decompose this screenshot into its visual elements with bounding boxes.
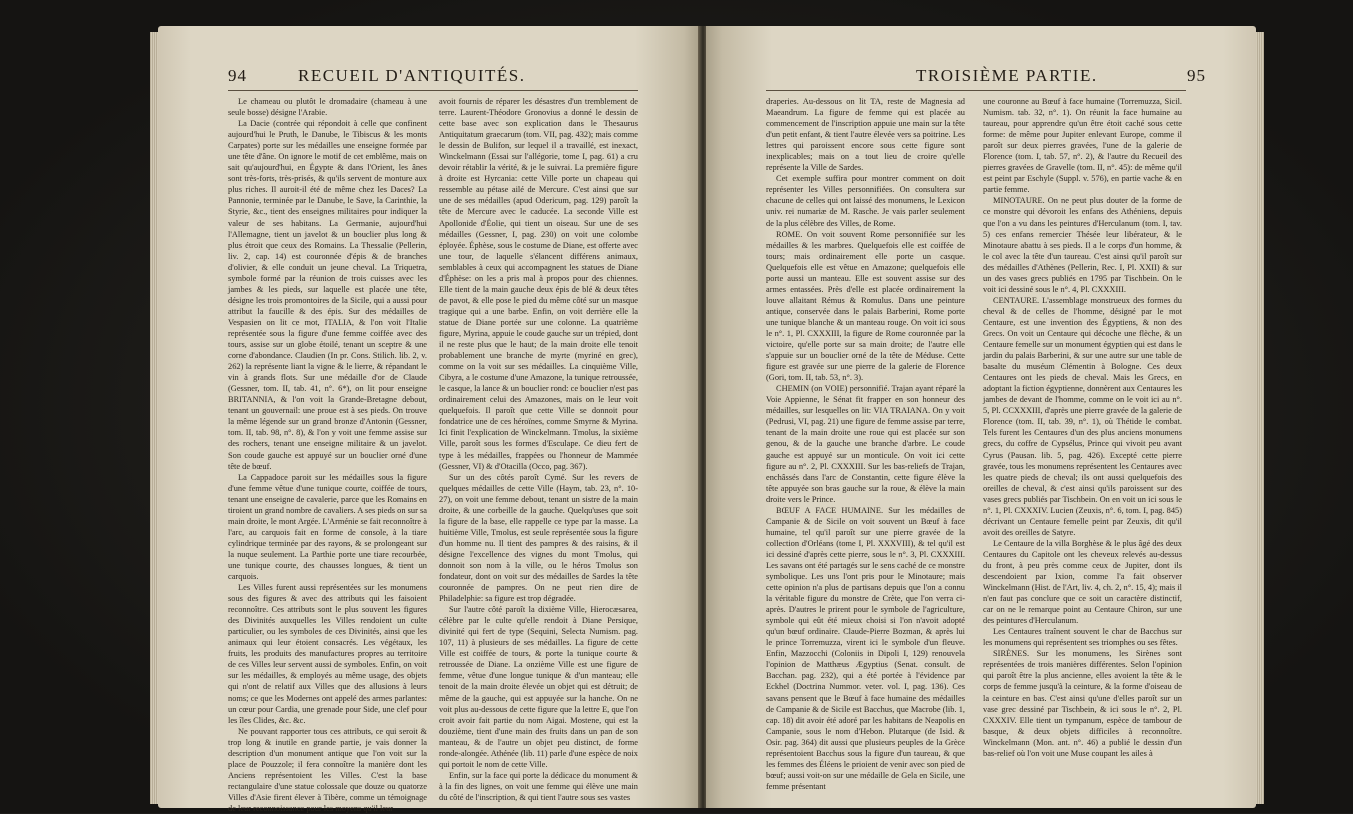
paragraph: Sur un des côtés paroît Cymé. Sur les revers de quelques médailles de cette Ville (Haym, tab. 23, n°. 10-27), on voit une femme debout, tenant un sistre de la main droite, & une corbeille de la gauche. Quelqu'uses que soit la figure de la base, elle rappelle ce type par la masse. La huitième Ville, Tmolus, est seule représentée sous la figure d'un homme nu. Il tient des pampres & des raisins, & il désigne l'excellence des vignes du mont Tmolus, qui donnoit son nom à la ville, ou le héros Tmolus son fondateur, dont on voit sur des médailles de Sardes la tête couronnée de pampres. On ne peut rien dire de Philadelphie: sa figure est trop dégradée. [439,472,638,604]
right-head-rule [766,90,1186,91]
paragraph: Ne pouvant rapporter tous ces attributs, ce qui seroit & trop long & inutile en grande partie, je vais donner la description d'un monument antique que l'on voit sur la place de Pouzzole; il fera connoître la manière dont les Anciens représentoient les Villes. C'est la base rectangulaire d'une statue colossale que douze ou quatorze Villes d'Asie firent élever à Tibère, comme un témoignage de leur reconnoissance pour les moyens qu'il leur [228,726,427,813]
right-column-1 [766,96,965,796]
left-page-number: 94 [228,66,247,85]
right-running-head [766,66,1206,90]
left-page [158,26,700,813]
paragraph: Le chameau ou plutôt le dromadaire (chameau à une seule bosse) désigne l'Arabie. [228,97,427,118]
right-column-2 [983,96,1182,796]
paragraph: MINOTAURE. On ne peut plus douter de la forme de ce monstre qui dévoroit les enfans des Athéniens, depuis que l'on a vu dans les peintures d'Herculanum (tom. I, tav. 5) ces enfans remercier Thésée leur libérateur, & le Minotaure abattu à ses pieds. Il a le corps d'un homme, & le col avec la tête d'un taureau. C'est ainsi qu'il paroît sur des médailles d'Athènes (Pellerin, Rec. I, Pl. XXII) & sur un des vases grecs publiés en 1795 par Tischbein. On le voit ici dessiné sous le n°. 4, Pl. CXXXIII. [983,196,1182,294]
paragraph: BŒUF A FACE HUMAINE. Sur les médailles de Campanie & de Sicile on voit souvent un Bœuf à face humaine, tel qu'il paroît sur une pierre gravée de la collection d'Orléans (tome I, Pl. XXXVIII), & tel qu'il est ici dessiné d'après cette pierre, sous le n°. 3, Pl. CXXXIII. Les savans ont été partagés sur le sens caché de ce monstre symbolique. Les uns l'ont pris pour le Minotaure; mais cette opinion n'a plus de partisans depuis que l'on a connu la véritable figure du monstre de Crète, que l'on verra ci-après. D'autres le prirent pour le symbole de l'agriculture, symbole qui eût été mieux choisi si l'on n'avoit adopté qu'un bœuf ordinaire. Claude-Pierre Bozman, & après lui le prince Torremuzza, virent ici le symbole d'un fleuve. Enfin, Mazzocchi (Coloniis in Dipoli I, 129) renouvela l'opinion de Matthæus Ægyptius (Senat. consult. de Bacchan. pag. 232), qui a été portée à l'évidence par Eckhel (Doctrina Nummor. veter. vol. I, pag. 136). Ces savans pensent que le Bœuf à face humaine des médailles de Campanie & de Sicile est Bacchus, que Macrobe (lib. 1, cap. 18) dit avoir été adoré par les habitans de Neapolis en Campanie, sous le nom d'Hebon. Plutarque (de Isid. & Osir. pag. 364) dit aussi que plusieurs peuples de la Grèce représentoient Bacchus sous la figure d'un taureau, & que les femmes des Éléens le prioient de venir avec son pied de bœuf; aussi voit-on sur une médaille de Gela en Sicile, une femme présentant [766,505,965,791]
paragraph: une couronne au Bœuf à face humaine (Torremuzza, Sicil. Numism. tab. 32, n°. 1). On réunit la face humaine au taureau, pour apprendre qu'un être étoit caché sous cette forme: de même pour Jupiter enlevant Europe, comme il paroît sur deux pierres gravées, l'une de la galerie de Florence (tom. I, tab. 57, n°. 2), & l'autre du Recueil des pierres gravées de Gravelle (tom. II, n°. 45): de même qu'il est peint par Eschyle (Suppl. v. 576), en partie vache & en partie femme. [983,97,1182,195]
paragraph: Les Centaures traînent souvent le char de Bacchus sur les monumens qui représentent ses triomphes ou ses fêtes. [983,627,1182,648]
paragraph: Cet exemple suffira pour montrer comment on doit représenter les Villes personnifiées. On consultera sur chacune de celles qui ont laissé des monumens, le Lexicon univ. rei numariæ de M. Rasche. Je vais parler seulement de la plus célèbre des Villes, de Rome. [766,174,965,228]
paragraph: La Cappadoce paroit sur les médailles sous la figure d'une femme vêtue d'une tunique courte, coiffée de tours, tenant une enseigne de cavalerie, parce que les Romains en tiroient un grand nombre de cavaliers. A ses pieds on sur sa main droite, le mont Argée. L'Arménie se fait reconnoître à l'arc, au carquois fait en forme de console, à la tiare cylindrique terminée par des rayons, & se prolongeant sur la nuque seulement. La Parthie porte une tiare recourbée, une tunique courte, des chausses longues, & tient un carquois. [228,472,427,582]
left-running-head [228,66,628,90]
paragraph: SIRÈNES. Sur les monumens, les Sirènes sont représentées de trois manières différentes. Selon l'opinion qui paroît être la plus ancienne, elles avoient la tête & le corps de femme jusqu'à la ceinture, & la forme d'oiseau de la ceinture en bas. C'est ainsi qu'une d'elles paroît sur un vase grec dessiné par Tischbein, & ici sous le n°. 2, Pl. CXXXIV. Elle tient un tympanum, espèce de tambour de basque, & deux objets difficiles à reconnoître. Winckelmann (Mon. ant. n°. 46) a publié le dessin d'un bas-relief où l'on voit une Muse coupant les ailes à [983,649,1182,758]
right-page-number: 95 [1187,66,1206,85]
paragraph: avoit fournis de réparer les désastres d'un tremblement de terre. Laurent-Théodore Gronovius a donné le dessin de cette base avec son explication dans le Thesaurus Antiquitatum graecarum (tom. VII, pag. 432); mais comme le dessin de Bulifon, sur lequel il a travaillé, est inexact, Winckelmann (Essai sur l'allégorie, tome I, pag. 61) a cru devoir rétablir la vérité, & je le suivrai. La première figure à droite est Hyrcania: cette Ville porte un chapeau qui ressemble au pétase ailé de Mercure. C'est ainsi que sur une de ses médailles (apud Odericum, pag. 129) paroît la tête de Mercure avec le caducée. La seconde Ville est Apollonide d'Éolie, qui tient un oiseau. Sur une de ses médailles (Gessner, I, pag. 230) on voit une colombe éployée. Éphèse, sous le costume de Diane, est offerte avec une tour, de laquelle s'élancent différens animaux, semblables à ceux qui accompagnent les statues de Diane d'Éphèse: on les a pris mal à propos pour des chiennes. Elle tient de la main gauche deux épis de blé & deux têtes de pavot, & elle pose le pied du même côté sur un masque tragique qui a une barbe. Enfin, on voit derrière elle la statue de Diane portée sur une colonne. La quatrième figure, Myrina, appuie le coude gauche sur un trépied, dont il ne reste plus que le haut; de la main droite elle tenoit probablement une branche de myrte (myriné en grec), comme on la voit sur ses médailles. La cinquième Ville, Cibyra, a le costume d'une Amazone, la tunique retroussée, le casque, la lance & un bouclier rond: ce bouclier n'est pas ordinairement celui des Amazones, mais on le leur voit quelquefois. Il paroît que cette Ville se donnoit pour fondatrice une de ces héroïnes, comme Smyrne & Myrina. Ici finit l'explication de Winckelmann. Tmolus, la sixième Ville, paroît sous les formes d'Esculape. Ce dieu fert de type à les médailles, frappées ou l'honneur de Mammée (Gessner, VI) & d'Otacilla (Occo, pag. 367). [439,97,638,471]
open-book [158,26,1256,813]
paragraph: Les Villes furent aussi représentées sur les monumens sous des figures & avec des attributs qui les faisoient reconnoître. Ces attributs sont le plus souvent les figures des Divinités auxquelles les Villes rendoient un culte particulier, ou les symboles de ces Divinités, ainsi que les animaux qui leur étoient consacrés. Les végétaux, les fruits, les produits des manufactures propres au territoire de ces Villes leur servent aussi de symboles. Enfin, on voit sur les médailles, & employés au même usage, des objets qui n'ont de relatif aux Villes que des allusions à leurs noms; ce que les Modernes ont appelé des armes parlantes: un cœur pour Cardia, une grenade pour Side, une clef pour les îles Clides, &c. &c. [228,583,427,725]
paragraph: Sur l'autre côté paroît la dixième Ville, Hierocæsarea, célèbre par le culte qu'elle rendoit à Diane Persique, divinité qui fert de type (Sequini, Selecta Numism. pag. 107, 11) à plusieurs de ses médailles. La figure de cette Ville est coiffée de tours, & porte la tunique courte & retroussée de Diane. La onzième Ville est une figure de femme, vêtue d'une longue tunique & d'un manteau; elle tenoit de la main droite élevée un objet qui est détruit; de même de la gauche, qui est appuyée sur la hanche. On ne voit plus au-dessous de cette figure que la lettre E, que l'on croit avoir fait partie du nom Aigai. Mostene, qui est la douzième, tient d'une main des fruits dans un pan de son manteau, & de l'autre un objet peu distinct, de forme ronde-alongée. Athénée (lib. 11) parle d'une espèce de noix qui portoit le nom de cette Ville. [439,605,638,769]
paragraph: La Dacie (contrée qui répondoit à celle que confinent aujourd'hui le Pruth, le Danube, le Tibiscus & les monts Carpates) porte sur les médailles une enseigne formée par une tête d'âne. On ignore le motif de cet emblême, mais on sait qu'aujourd'hui, en Égypte & dans l'Orient, les ânes sont très-forts, très-prisés, & qu'ils servent de monture aux plus riches. Il auroit-il été de même chez les Daces? La Pannonie, terminée par le Danube, le Save, la Carinthie, la Styrie, &c., tient des enseignes militaires pour indiquer la valeur de ses habitans. La Germanie, aujourd'hui l'Allemagne, tient un javelot & un bouclier plus long & plus étroit que ceux des Romains. La Thessalie (Pellerin, liv. 2, cap. 14) est couronnée d'épis & de branches d'olivier, & elle conduit un jeune cheval. La Triquetra, symbole formé par la réunion de trois cuisses avec les jambes & les pieds, sur laquelle est placée une tête, désigne les trois promontoires de la Sicile, qui a aussi pour attribut la faucille & des épis. Sur des médailles de Vespasien on lit ce mot, ITALIA, & l'on voit l'Italie représentée sous la figure d'une femme coiffée avec des tours, assise sur un globe étoilé, tenant un sceptre & une corne d'abondance. Claudien (In pr. Cons. Stilich. lib. 2, v. 262) la représente liant la vigne & le lierre, & répandant le vin à grands flots. Sur une médaille d'or de Claude (Gessner, tom. II, tab. 41, n°. 6*), on lit pour enseigne BRITANNIA, & l'on voit la Grande-Bretagne debout, tenant un gouvernail: une proue est à ses pieds. On trouve la même légende sur un grand bronze d'Antonin (Gessner, tom. II, tab. 98, n°. 8), & l'on y voit une femme assise sur des rochers, tenant une enseigne militaire & un javelot. Son coude gauche est appuyé sur un bouclier orné d'une tête de bœuf. [228,119,427,471]
paragraph: draperies. Au-dessous on lit TA, reste de Magnesia ad Maeandrum. La figure de femme qui est placée au commencement de l'inscription appuie une main sur la tête d'un petit enfant, & tient l'autre élevée vers sa poitrine. Les lettres qui paroissent encore sous cette figure sont inexplicables; mais on a tout lieu de croire qu'elle représente la Ville de Sardes. [766,97,965,173]
right-running-title: TROISIÈME PARTIE. [916,66,1098,85]
left-head-rule [228,90,638,91]
paragraph: Enfin, sur la face qui porte la dédicace du monument & à la fin des lignes, on voit une femme qui élève une main du côté de l'inscription, & qui tient l'autre sous ses vastes [439,770,638,802]
right-page [706,26,1256,808]
paragraph: CHEMIN (on VOIE) personnifié. Trajan ayant réparé la Voie Appienne, le Sénat fit frapper en son honneur des médailles, sur lesquelles on lit: VIA TRAIANA. On y voit (Pedrusi, VI, pag. 21) une figure de femme assise par terre, tenant de la main droite une roue qui est placée sur son genou, & de la gauche une branche d'arbre. Le coude gauche est appuyé sur un monticule. On voit ici cette figure au n°. 2, Pl. CXXXIII. Sur les bas-reliefs de Trajan, enchâssés dans l'arc de Constantin, cette figure élève la tête appuyée son bras gauche sur la roue, & élève la main droite vers le Prince. [766,384,965,504]
paragraph: Le Centaure de la villa Borghèse & le plus âgé des deux Centaures du Capitole ont les cheveux relevés au-dessus du front, à peu près comme ceux de Jupiter, dont ils descendoient par Ixion, comme l'a fait observer Winckelmann (Hist. de l'Art, liv. 4, ch. 2, n°. 15, 4); mais il n'en faut pas conclure que ce soit un caractère distinctif, car on ne le remarque point au Centaure Chiron, sur une des peintures d'Herculanum. [983,538,1182,626]
left-column-1 [228,96,427,813]
paragraph: CENTAURE. L'assemblage monstrueux des formes du cheval & de celles de l'homme, désigné par le mot Centaure, est une invention des Égyptiens, & non des Grecs. On voit un Centaure qui décoche une flèche, & un Centaure femelle sur un monument égyptien qui est dans le jardin du palais Barberini, & sur une autre sur une table de basalte du muséum Clémentin à Bologne. Ces deux Centaures ont les pieds de cheval. Mais les Grecs, en adoptant la fiction égyptienne, donnèrent aux Centaures les jambes de devant de l'homme, comme on le voit ici au n°. 5, Pl. CCXXXIII, d'après une pierre gravée de la galerie de Florence (tom. II, tab. 39, n°. 1), où Thétide le combat. Tels furent les Centaures d'un des plus anciens monumens grecs, du coffre de Cypsélus, Prince qui vivoit peu avant Cyrus (Pausan. lib. 5, pag. 426). Excepté cette pierre gravée, tous les monumens représentent les Centaures avec les quatre pieds de cheval; ils ont aussi quelquefois des oreilles de cheval, & c'est ainsi qu'ils paroissent sur des vases grecs publiés par Tischbein. On en voit un ici sous le n°. 1, Pl. CXXXIV. Lucien (Zeuxis, n°. 6, tom. I, pag. 845) décrivant un Centaure femelle peint par Zeuxis, dit qu'il avoit des oreilles de Satyre. [983,295,1182,537]
paragraph: ROME. On voit souvent Rome personnifiée sur les médailles & les marbres. Quelquefois elle est coiffée de tours; mais ordinairement elle porte un casque. Quelquefois elle est vêtue en Amazone; quelquefois elle porte aussi un manteau. Elle est souvent assise sur des armes entassées. Près d'elle est placée ordinairement la louve allaitant Rémus & Romulus. Dans une peinture antique, conservée dans le palais Barberini, Rome porte une tunique blanche & un manteau rouge. On voit ici sous le n°. 1, Pl. CXXXIII, la figure de Rome couronnée par la victoire, qu'elle porte sur sa main droite; de l'autre elle s'appuie sur un bouclier orné de la tête de Méduse. Cette figure est gravée sur une pierre de la galerie de Florence (Gori, tom. II, tab. 53, n°. 3). [766,229,965,383]
left-column-2 [439,96,638,802]
right-page-edge [1256,32,1264,804]
left-running-title: RECUEIL D'ANTIQUITÉS. [298,66,526,85]
left-page-edge [150,32,158,804]
